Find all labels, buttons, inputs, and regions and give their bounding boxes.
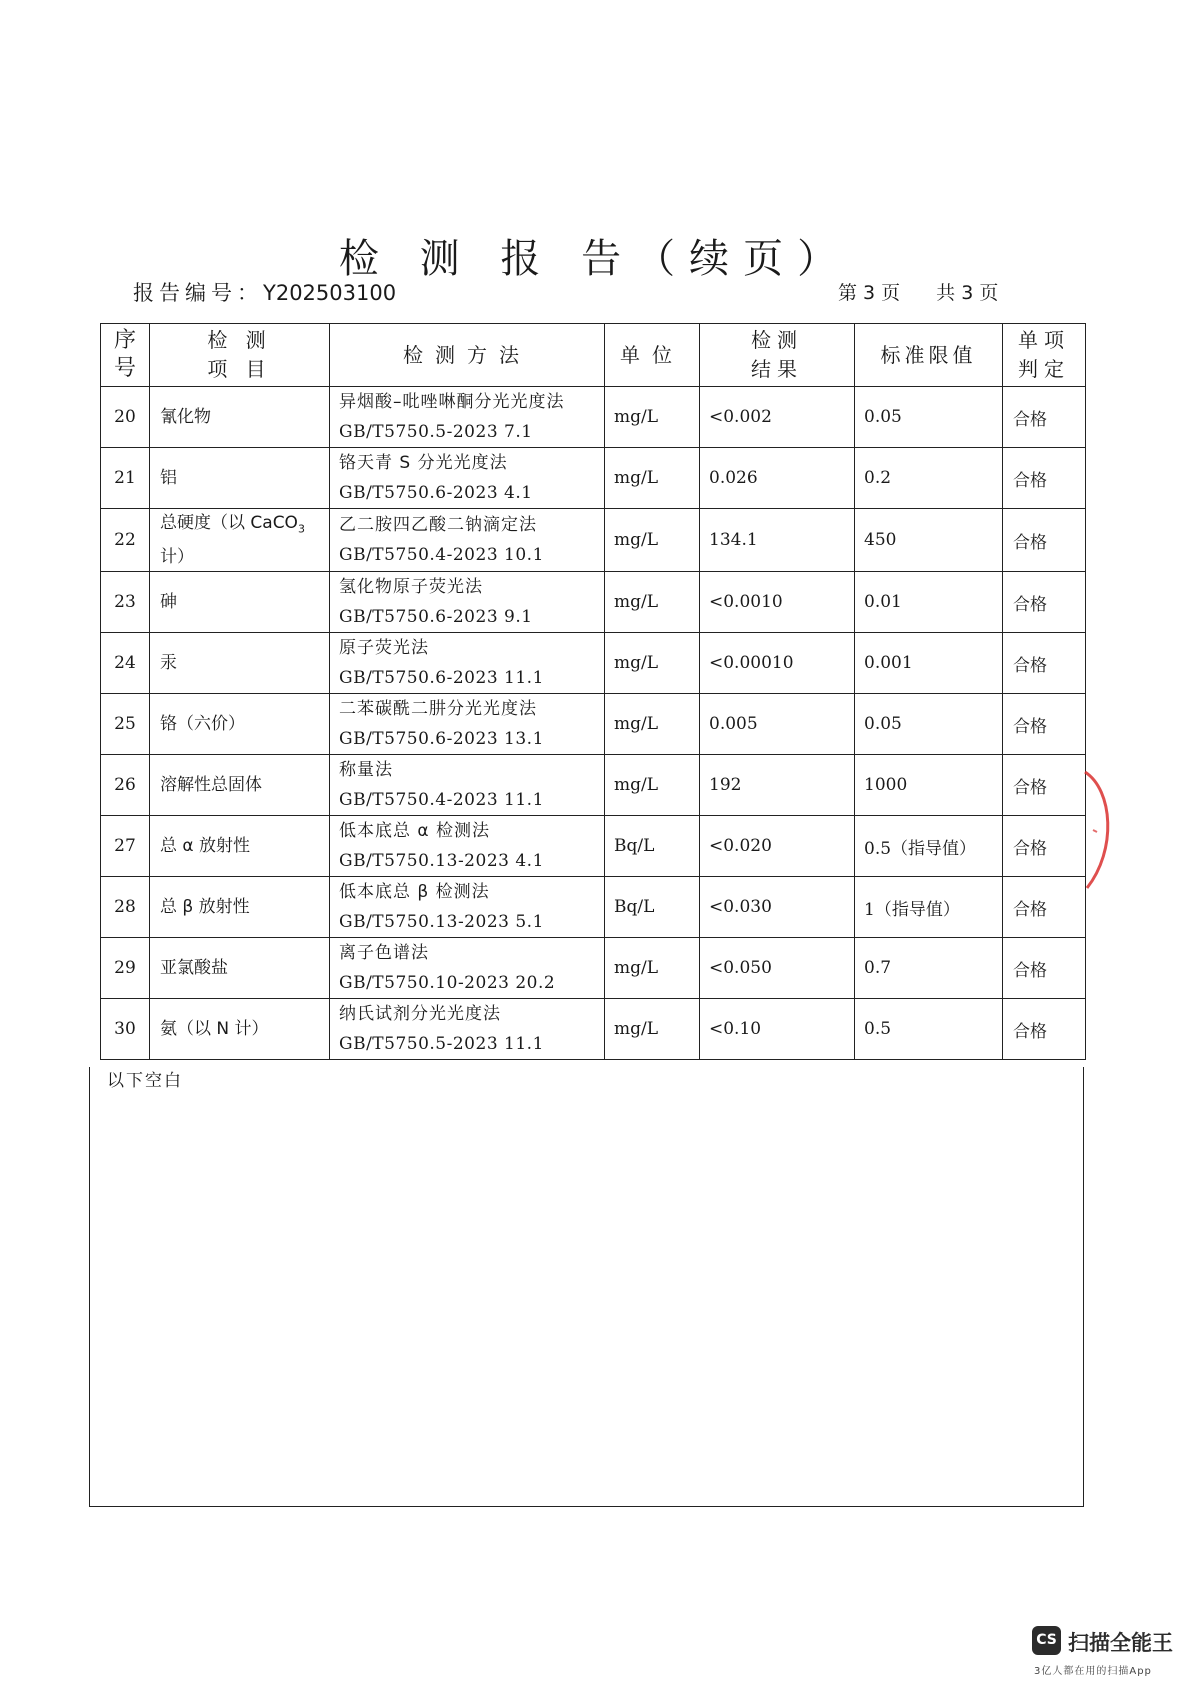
row-seq: 27: [101, 816, 150, 877]
scanner-watermark: [1032, 1626, 1182, 1676]
row-method: 二苯碳酰二肼分光光度法 GB/T5750.6-2023 13.1: [330, 694, 605, 755]
row-verdict: 合格: [1003, 448, 1086, 509]
row-limit: 0.5（指导值）: [855, 816, 1003, 877]
header-item: 检 测 项 目: [150, 324, 330, 387]
row-method: 异烟酸–吡唑啉酮分光光度法 GB/T5750.5-2023 7.1: [330, 387, 605, 448]
report-title: 检 测 报 告（续页）: [338, 235, 852, 282]
blank-below-note: 以下空白: [107, 1071, 183, 1091]
row-method: 原子荧光法 GB/T5750.6-2023 11.1: [330, 633, 605, 694]
row-result: <0.00010: [700, 633, 855, 694]
row-unit: mg/L: [605, 572, 700, 633]
row-method: 低本底总 α 检测法 GB/T5750.13-2023 4.1: [330, 816, 605, 877]
row-verdict: 合格: [1003, 633, 1086, 694]
report-number: [133, 277, 396, 307]
row-unit: mg/L: [605, 999, 700, 1060]
row-result: <0.020: [700, 816, 855, 877]
seal-stamp-edge: [1083, 770, 1143, 890]
row-item: 总 α 放射性: [150, 816, 330, 877]
row-result: <0.050: [700, 938, 855, 999]
row-unit: Bq/L: [605, 877, 700, 938]
row-result: 0.005: [700, 694, 855, 755]
row-result: <0.0010: [700, 572, 855, 633]
table-row: [101, 633, 1086, 694]
row-unit: mg/L: [605, 938, 700, 999]
row-item: 溶解性总固体: [150, 755, 330, 816]
row-limit: 0.5: [855, 999, 1003, 1060]
row-limit: 0.001: [855, 633, 1003, 694]
table-row: [101, 877, 1086, 938]
header-verdict: 单项 判定: [1003, 324, 1086, 387]
row-method: 乙二胺四乙酸二钠滴定法 GB/T5750.4-2023 10.1: [330, 509, 605, 572]
row-item: 总 β 放射性: [150, 877, 330, 938]
row-verdict: 合格: [1003, 572, 1086, 633]
blank-area-frame: [89, 1067, 1084, 1507]
row-verdict: 合格: [1003, 694, 1086, 755]
scanner-tagline: 3亿人都在用的扫描App: [1034, 1666, 1152, 1677]
row-method: 低本底总 β 检测法 GB/T5750.13-2023 5.1: [330, 877, 605, 938]
row-unit: Bq/L: [605, 816, 700, 877]
row-unit: mg/L: [605, 509, 700, 572]
row-unit: mg/L: [605, 694, 700, 755]
row-item: 亚氯酸盐: [150, 938, 330, 999]
total-pages: 共 3 页: [936, 282, 999, 304]
row-limit: 1000: [855, 755, 1003, 816]
row-seq: 28: [101, 877, 150, 938]
scanner-app-name: 扫描全能王: [1068, 1631, 1173, 1655]
row-verdict: 合格: [1003, 938, 1086, 999]
page-indicator: [838, 278, 998, 305]
header-method: 检测方法: [330, 324, 605, 387]
row-item: 总硬度（以 CaCO$_3$ 计）: [150, 509, 330, 572]
table-row: [101, 694, 1086, 755]
row-verdict: 合格: [1003, 387, 1086, 448]
header-seq: 序号: [101, 324, 150, 387]
report-number-label: 报告编号：: [133, 281, 263, 305]
row-verdict: 合格: [1003, 816, 1086, 877]
row-result: <0.002: [700, 387, 855, 448]
row-item: 氰化物: [150, 387, 330, 448]
row-item: 汞: [150, 633, 330, 694]
row-result: <0.030: [700, 877, 855, 938]
row-unit: mg/L: [605, 633, 700, 694]
row-unit: mg/L: [605, 448, 700, 509]
row-seq: 24: [101, 633, 150, 694]
row-item: 氨（以 N 计）: [150, 999, 330, 1060]
row-result: 134.1: [700, 509, 855, 572]
report-number-value: Y202503100: [263, 281, 397, 305]
table-row: [101, 755, 1086, 816]
row-seq: 23: [101, 572, 150, 633]
header-limit: 标准限值: [855, 324, 1003, 387]
row-method: 离子色谱法 GB/T5750.10-2023 20.2: [330, 938, 605, 999]
table-header-row: [101, 324, 1086, 387]
row-result: <0.10: [700, 999, 855, 1060]
row-limit: 0.2: [855, 448, 1003, 509]
row-unit: mg/L: [605, 755, 700, 816]
row-verdict: 合格: [1003, 877, 1086, 938]
scanner-logo-icon: CS: [1032, 1626, 1061, 1655]
header-unit: 单位: [605, 324, 700, 387]
row-seq: 21: [101, 448, 150, 509]
table-row: [101, 938, 1086, 999]
table-row: [101, 387, 1086, 448]
row-verdict: 合格: [1003, 755, 1086, 816]
current-page: 第 3 页: [838, 282, 901, 304]
row-unit: mg/L: [605, 387, 700, 448]
row-result: 0.026: [700, 448, 855, 509]
row-verdict: 合格: [1003, 999, 1086, 1060]
row-item: 砷: [150, 572, 330, 633]
row-limit: 0.05: [855, 387, 1003, 448]
table-row: [101, 509, 1086, 572]
row-method: 称量法 GB/T5750.4-2023 11.1: [330, 755, 605, 816]
row-item: 铬（六价）: [150, 694, 330, 755]
row-limit: 0.01: [855, 572, 1003, 633]
row-limit: 0.05: [855, 694, 1003, 755]
row-limit: 0.7: [855, 938, 1003, 999]
row-seq: 20: [101, 387, 150, 448]
row-seq: 26: [101, 755, 150, 816]
table-row: [101, 816, 1086, 877]
table-row: [101, 999, 1086, 1060]
row-result: 192: [700, 755, 855, 816]
table-row: [101, 572, 1086, 633]
row-item: 铝: [150, 448, 330, 509]
results-table: [100, 323, 1086, 1060]
row-method: 铬天青 S 分光光度法 GB/T5750.6-2023 4.1: [330, 448, 605, 509]
row-method: 纳氏试剂分光光度法 GB/T5750.5-2023 11.1: [330, 999, 605, 1060]
row-seq: 29: [101, 938, 150, 999]
header-result: 检测 结果: [700, 324, 855, 387]
row-limit: 450: [855, 509, 1003, 572]
row-seq: 30: [101, 999, 150, 1060]
row-method: 氢化物原子荧光法 GB/T5750.6-2023 9.1: [330, 572, 605, 633]
row-verdict: 合格: [1003, 509, 1086, 572]
table-row: [101, 448, 1086, 509]
row-seq: 22: [101, 509, 150, 572]
row-seq: 25: [101, 694, 150, 755]
row-limit: 1（指导值）: [855, 877, 1003, 938]
